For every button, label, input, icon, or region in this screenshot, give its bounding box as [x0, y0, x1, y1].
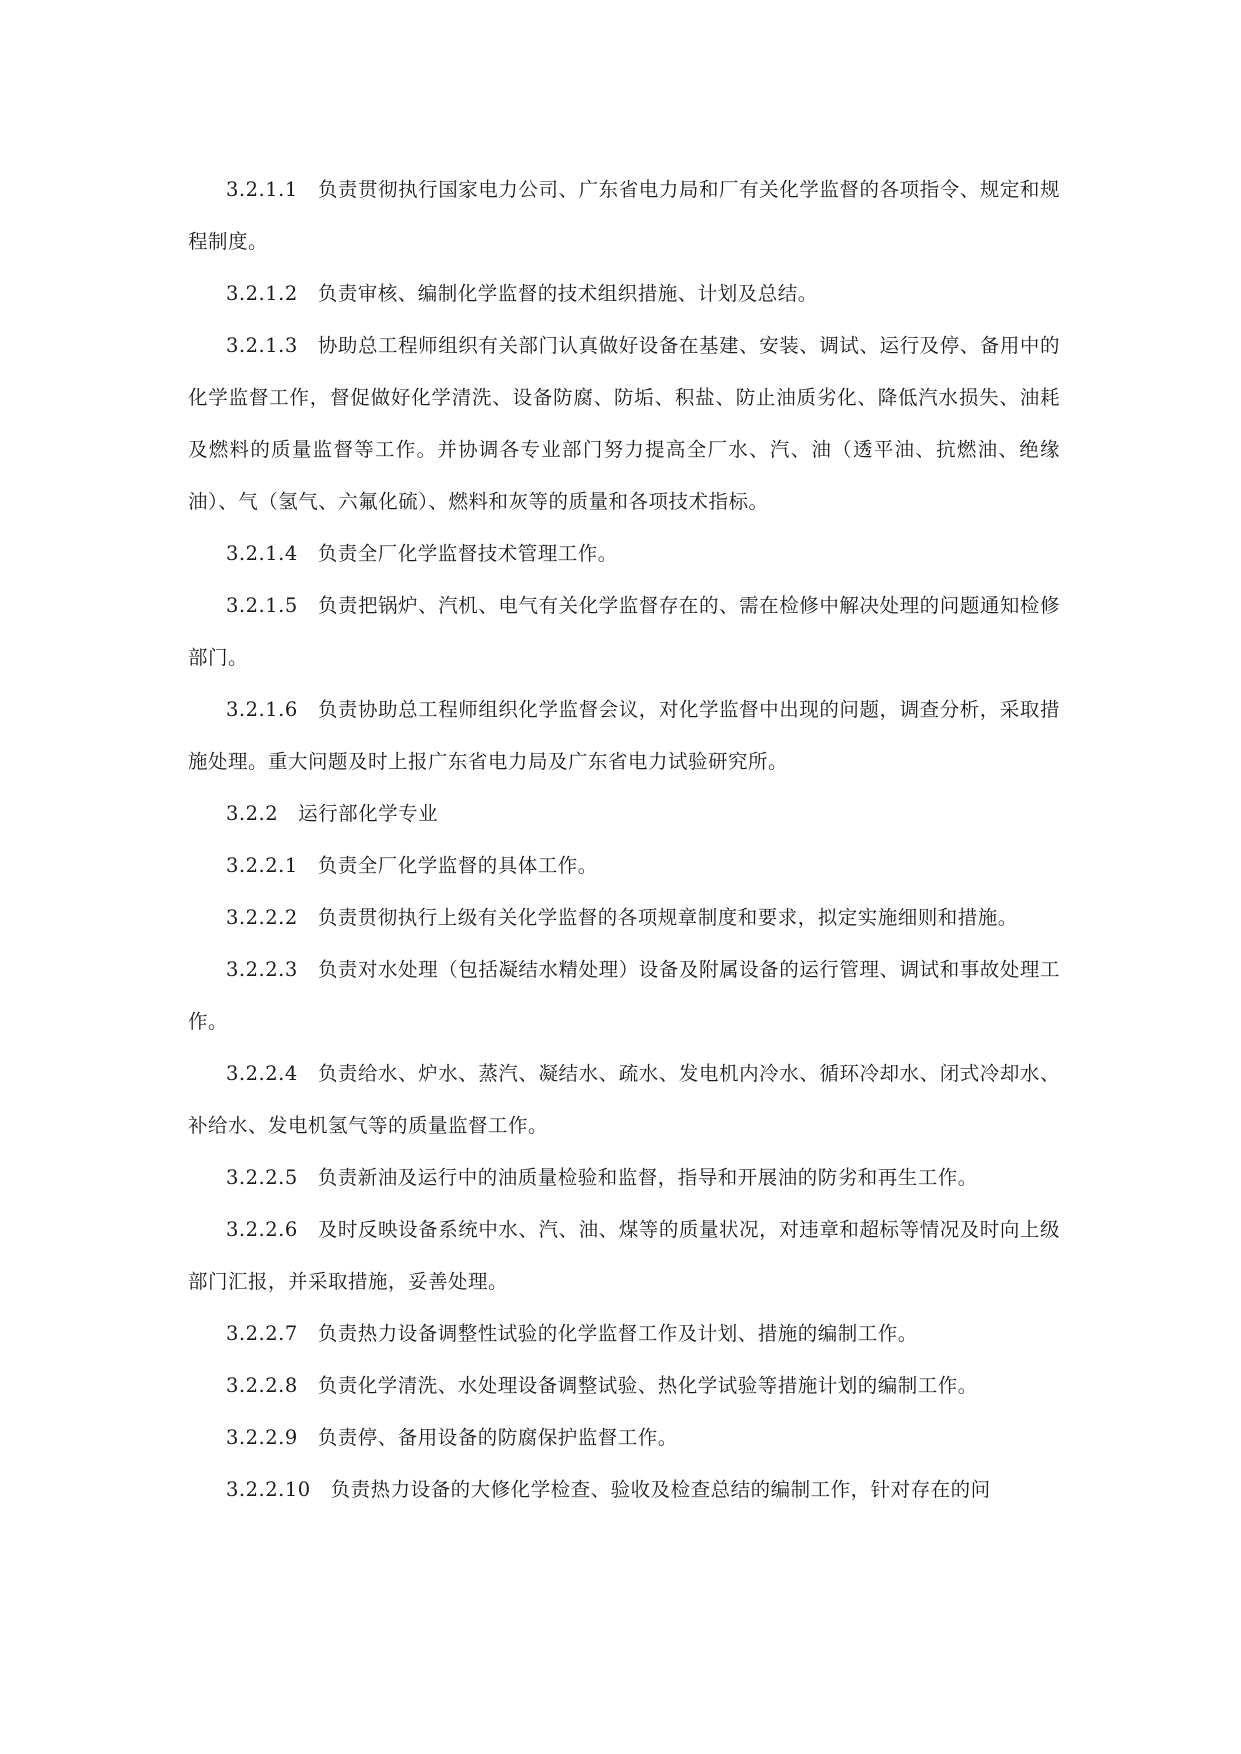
paragraph-3-2-2-4: 3.2.2.4 负责给水、炉水、蒸汽、凝结水、疏水、发电机内冷水、循环冷却水、闭式冷却水、补给水、发电机氢气等的质量监督工作。 [188, 1062, 1060, 1137]
section-heading-3-2-2: 3.2.2 运行部化学专业 [226, 802, 439, 825]
paragraph-3-2-2-10: 3.2.2.10 负责热力设备的大修化学检查、验收及检查总结的编制工作，针对存在的问 [226, 1478, 991, 1501]
paragraph-3-2-2-5: 3.2.2.5 负责新油及运行中的油质量检验和监督，指导和开展油的防劣和再生工作。 [226, 1166, 978, 1189]
document-body [188, 164, 1060, 1516]
paragraph-3-2-2-6: 3.2.2.6 及时反映设备系统中水、汽、油、煤等的质量状况，对违章和超标等情况及时向上级部门汇报，并采取措施，妥善处理。 [188, 1218, 1060, 1293]
paragraph-3-2-2-7: 3.2.2.7 负责热力设备调整性试验的化学监督工作及计划、措施的编制工作。 [226, 1322, 918, 1345]
paragraph-3-2-2-8: 3.2.2.8 负责化学清洗、水处理设备调整试验、热化学试验等措施计划的编制工作。 [226, 1374, 978, 1397]
paragraph-3-2-1-1: 3.2.1.1 负责贯彻执行国家电力公司、广东省电力局和厂有关化学监督的各项指令、规定和规程制度。 [188, 178, 1060, 253]
paragraph-3-2-1-4: 3.2.1.4 负责全厂化学监督技术管理工作。 [226, 542, 618, 565]
paragraph-3-2-1-6: 3.2.1.6 负责协助总工程师组织化学监督会议，对化学监督中出现的问题，调查分析，采取措施处理。重大问题及时上报广东省电力局及广东省电力试验研究所。 [188, 698, 1060, 773]
paragraph-3-2-2-3: 3.2.2.3 负责对水处理（包括凝结水精处理）设备及附属设备的运行管理、调试和事故处理工作。 [188, 958, 1060, 1033]
paragraph-3-2-2-1: 3.2.2.1 负责全厂化学监督的具体工作。 [226, 854, 598, 877]
paragraph-3-2-2-2: 3.2.2.2 负责贯彻执行上级有关化学监督的各项规章制度和要求，拟定实施细则和措施。 [226, 906, 1018, 929]
paragraph-3-2-1-5: 3.2.1.5 负责把锅炉、汽机、电气有关化学监督存在的、需在检修中解决处理的问题通知检修部门。 [188, 594, 1060, 669]
paragraph-3-2-1-2: 3.2.1.2 负责审核、编制化学监督的技术组织措施、计划及总结。 [226, 282, 818, 305]
paragraph-3-2-2-9: 3.2.2.9 负责停、备用设备的防腐保护监督工作。 [226, 1426, 678, 1449]
paragraph-3-2-1-3: 3.2.1.3 协助总工程师组织有关部门认真做好设备在基建、安装、调试、运行及停、备用中的化学监督工作，督促做好化学清洗、设备防腐、防垢、积盐、防止油质劣化、降低汽水损失、油耗及燃料的质量监督等工作。并协调各专业部门努力提高全厂水、汽、油（透平油、抗燃油、绝缘油）、气（氢气、六氟化硫）、燃料和灰等的质量和各项技术指标。 [188, 334, 1060, 513]
